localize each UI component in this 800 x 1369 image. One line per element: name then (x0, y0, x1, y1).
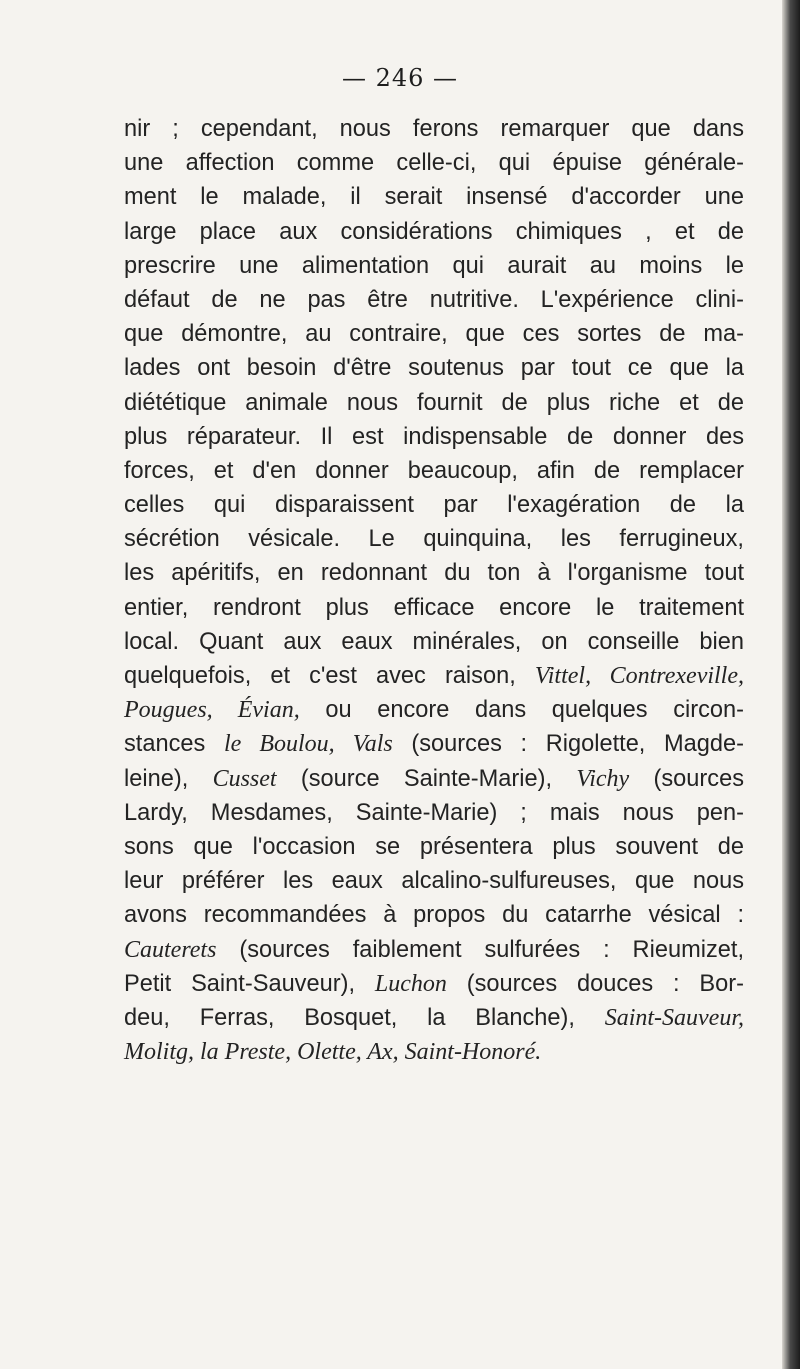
text-line (124, 386, 744, 420)
text-line (124, 659, 744, 693)
text-segment: nir ; cependant, nous ferons remarquer que dans (124, 116, 744, 142)
text-line (124, 830, 744, 864)
text-segment: (sources (629, 765, 744, 792)
text-line (124, 967, 744, 1001)
text-line (124, 556, 744, 590)
body-text (124, 112, 744, 1069)
italic-segment: Vichy (576, 765, 630, 792)
text-segment: (sources : Rigolette, Magde- (392, 731, 744, 758)
text-segment: avons recommandées à propos du catarrhe vésical : (124, 902, 744, 929)
text-line (124, 420, 744, 454)
text-line (124, 1001, 744, 1035)
text-line (124, 351, 744, 385)
text-segment: Lardy, Mesdames, Sainte-Marie) ; mais nous pen- (124, 799, 744, 826)
text-segment: une affection comme celle-ci, qui épuise générale- (124, 150, 744, 177)
text-segment: (sources faiblement sulfurées : Rieumizet, (216, 936, 744, 963)
text-segment: ou encore dans quelques circon- (299, 697, 744, 724)
text-segment: plus réparateur. Il est indispensable de donner des (124, 423, 744, 450)
text-segment: que démontre, au contraire, que ces sortes de ma- (124, 321, 744, 348)
text-line (124, 522, 744, 556)
page-edge-shadow (782, 0, 800, 1369)
italic-segment: Saint-Sauveur, (604, 1004, 744, 1031)
text-segment: lades ont besoin d'être soutenus par tout ce que la (124, 355, 744, 382)
text-line (124, 317, 744, 351)
text-segment: (source Sainte-Marie), (276, 765, 577, 792)
text-segment: deu, Ferras, Bosquet, la Blanche), (124, 1004, 605, 1031)
text-line (124, 215, 744, 249)
text-line (124, 146, 744, 180)
page-number: — 246 — (341, 64, 459, 92)
italic-segment: Vittel, Contrexeville, (534, 663, 744, 689)
text-line (124, 898, 744, 932)
italic-segment: Cauterets (124, 936, 217, 963)
italic-segment: le Boulou, Vals (223, 731, 393, 758)
italic-segment: Cusset (212, 765, 277, 792)
text-segment: Petit Saint-Sauveur), (124, 970, 375, 997)
text-line (124, 591, 744, 625)
text-segment: leur préférer les eaux alcalino-sulfureuses, que nous (124, 868, 744, 895)
text-segment: celles qui disparaissent par l'exagération de la (124, 492, 744, 519)
text-line (124, 625, 744, 659)
italic-segment: Pougues, Évian, (124, 697, 300, 724)
text-line (124, 180, 744, 214)
text-segment: prescrire une alimentation qui aurait au moins le (124, 252, 744, 279)
text-line (124, 693, 744, 727)
italic-segment: Luchon (374, 970, 447, 997)
text-segment: quelquefois, et c'est avec raison, (124, 663, 535, 689)
text-line (124, 864, 744, 898)
text-line (124, 727, 744, 761)
text-segment: (sources douces : Bor- (446, 970, 744, 997)
text-segment: diététique animale nous fournit de plus riche et de (124, 389, 744, 416)
text-line (124, 283, 744, 317)
text-line (124, 112, 744, 146)
text-line (124, 933, 744, 967)
text-segment: forces, et d'en donner beaucoup, afin de remplacer (124, 457, 744, 484)
text-segment: stances (124, 731, 224, 758)
text-segment: défaut de ne pas être nutritive. L'expérience clini- (124, 286, 744, 313)
text-line (124, 488, 744, 522)
text-line (124, 796, 744, 830)
text-segment: les apéritifs, en redonnant du ton à l'organisme tout (124, 560, 744, 587)
text-segment: sons que l'occasion se présentera plus souvent de (124, 833, 744, 860)
text-line (124, 1035, 744, 1069)
text-segment: ment le malade, il serait insensé d'accorder une (124, 184, 744, 211)
text-line (124, 762, 744, 796)
text-line (124, 249, 744, 283)
text-segment: sécrétion vésicale. Le quinquina, les ferrugineux, (124, 526, 744, 553)
text-segment: leine), (124, 765, 213, 792)
text-line (124, 454, 744, 488)
italic-segment: Molitg, la Preste, Olette, Ax, Saint-Honoré. (124, 1039, 542, 1066)
text-segment: entier, rendront plus efficace encore le traitement (124, 594, 744, 621)
text-segment: large place aux considérations chimiques , et de (124, 218, 744, 245)
text-segment: local. Quant aux eaux minérales, on conseille bien (124, 628, 744, 655)
